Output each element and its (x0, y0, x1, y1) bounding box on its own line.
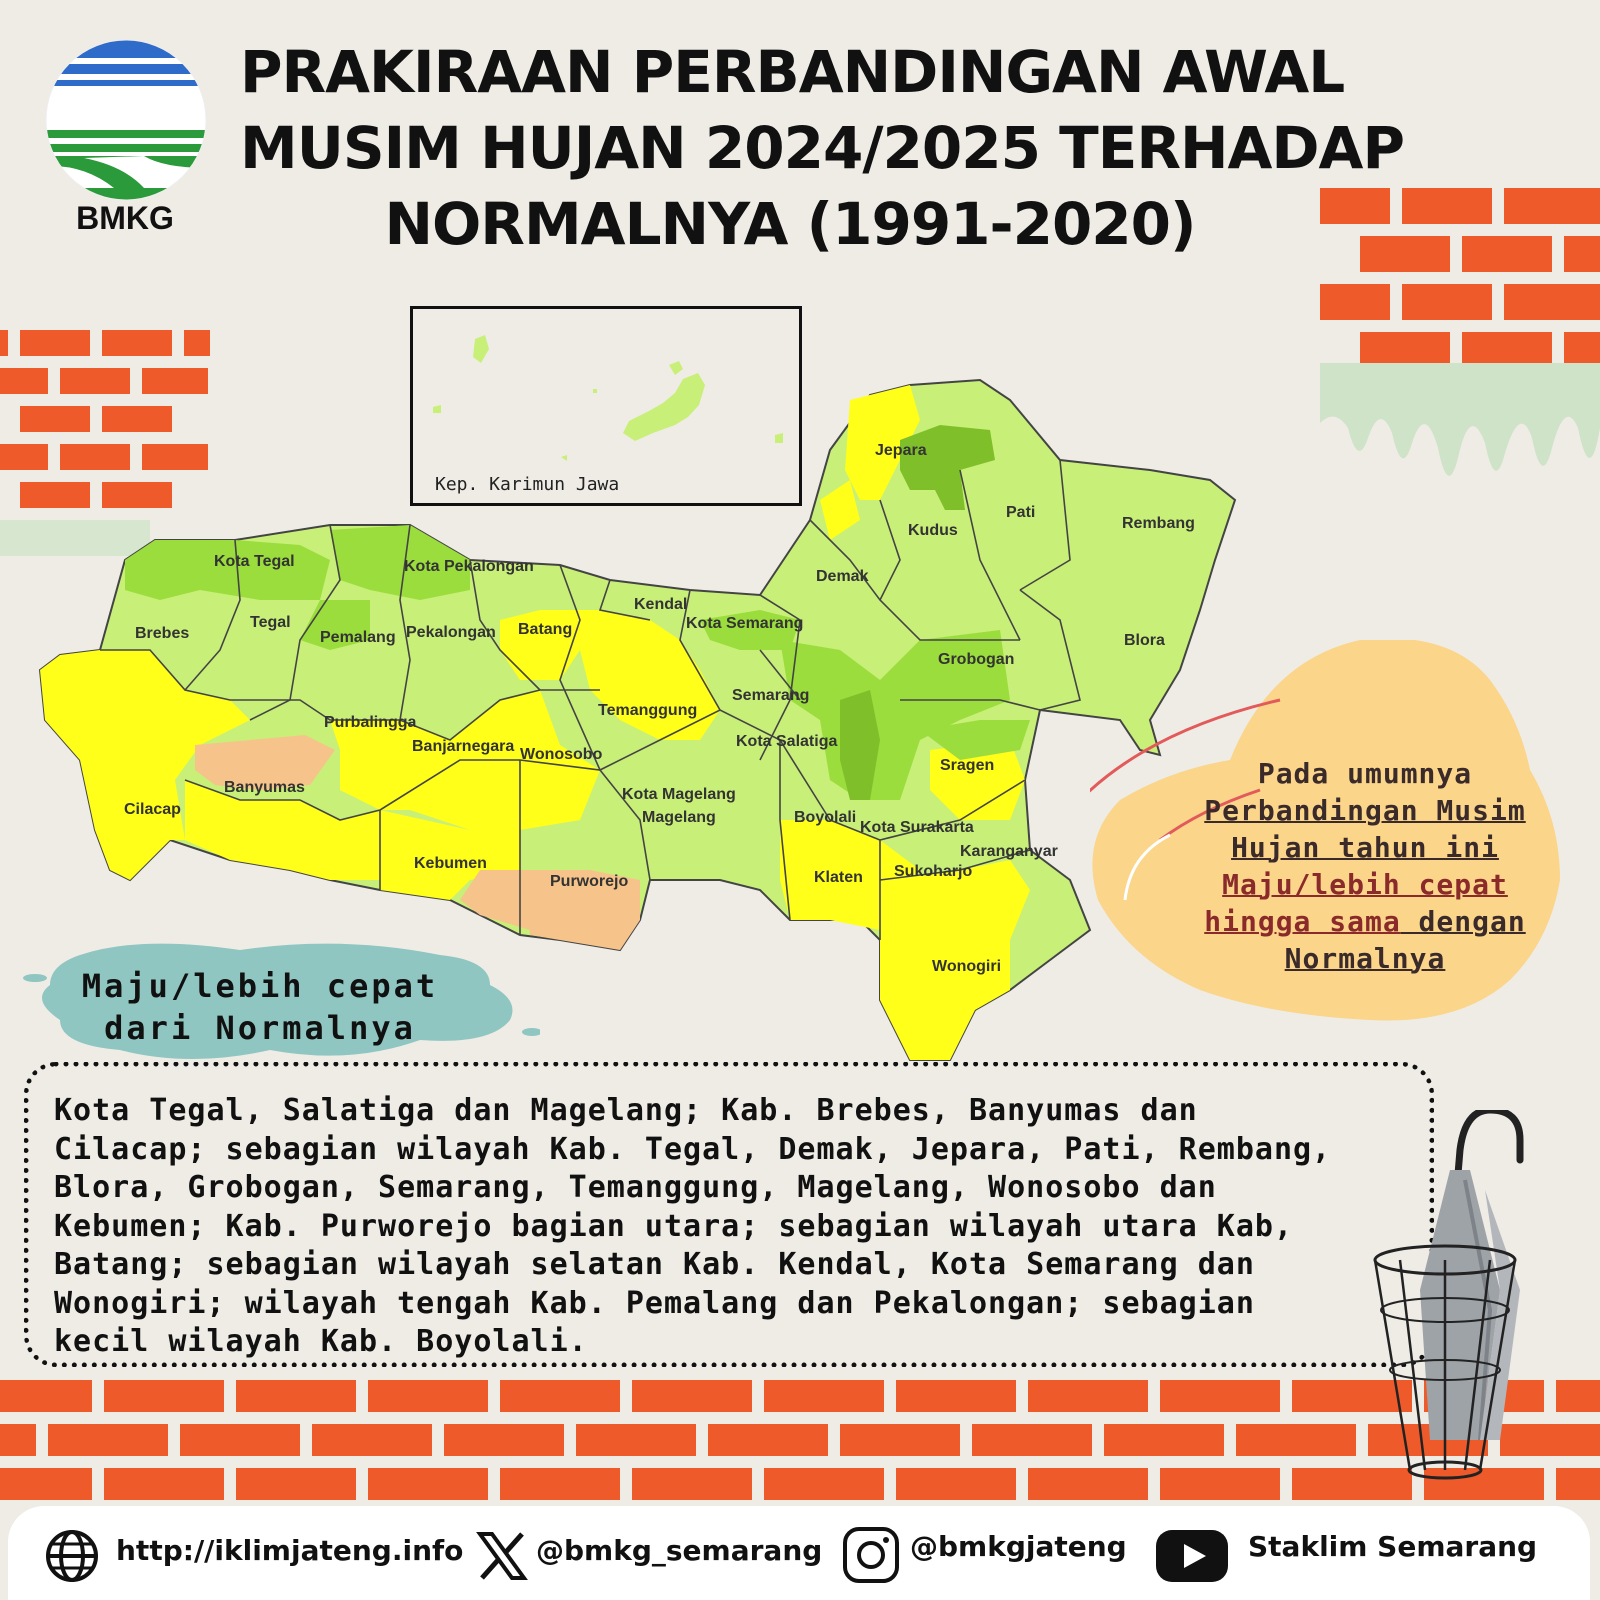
region-label-kebumen: Kebumen (414, 855, 487, 872)
note-summary (1170, 755, 1560, 977)
region-label-magelang: Magelang (642, 809, 716, 826)
region-label-rembang: Rembang (1122, 515, 1195, 532)
region-label-batang: Batang (518, 621, 573, 638)
instagram-icon[interactable] (842, 1526, 900, 1584)
region-label-sragen: Sragen (940, 757, 995, 774)
title-line-3: NORMALNYA (1991-2020) (384, 190, 1196, 258)
footer-instagram-handle[interactable]: @bmkgjateng (910, 1530, 1127, 1563)
region-label-pemalang: Pemalang (320, 629, 396, 646)
region-label-boyolali: Boyolali (794, 809, 857, 826)
youtube-icon[interactable] (1154, 1528, 1230, 1584)
region-label-blora: Blora (1124, 632, 1165, 649)
region-label-brebes: Brebes (135, 625, 190, 642)
region-label-kota-semarang: Kota Semarang (686, 615, 804, 632)
globe-icon (44, 1528, 100, 1584)
region-label-kota-tegal: Kota Tegal (214, 553, 295, 570)
description-line: Cilacap; sebagian wilayah Kab. Tegal, Demak, Jepara, Pati, Rembang, (54, 1131, 1332, 1167)
umbrella-basket-illustration (1370, 1110, 1550, 1490)
region-label-semarang: Semarang (732, 687, 810, 704)
description-line: kecil wilayah Kab. Boyolali. (54, 1324, 588, 1359)
note-line-4: Maju/lebih cepat (1222, 868, 1508, 901)
legend-line-1: Maju/lebih cepat (81, 967, 439, 1005)
description-line: Kota Tegal, Salatiga dan Magelang; Kab. Brebes, Banyumas dan (54, 1093, 1198, 1128)
region-label-banyumas: Banyumas (224, 779, 305, 796)
region-label-temanggung: Temanggung (598, 702, 698, 719)
region-label-pati: Pati (1006, 504, 1036, 521)
footer-website-link[interactable]: http://iklimjateng.info (116, 1534, 464, 1567)
description-line: Kebumen; Kab. Purworejo bagian utara; sebagian wilayah utara Kab, (54, 1208, 1293, 1244)
region-label-purbalingga: Purbalingga (324, 714, 417, 731)
description-text (54, 1092, 1424, 1362)
note-line-5b: dengan (1400, 905, 1526, 938)
note-line-3: Hujan tahun ini (1231, 831, 1499, 864)
note-line-5a: hingga sama (1204, 905, 1401, 938)
description-line: Batang; sebagian wilayah selatan Kab. Kendal, Kota Semarang dan (54, 1247, 1255, 1282)
legend-line-2: dari Normalnya (104, 1009, 416, 1047)
region-label-wonosobo: Wonosobo (520, 746, 603, 763)
legend-earlier (60, 965, 460, 1049)
description-line: Blora, Grobogan, Semarang, Temanggung, Magelang, Wonosobo dan (54, 1170, 1217, 1205)
region-label-tegal: Tegal (250, 614, 291, 631)
region-label-purworejo: Purworejo (550, 873, 629, 890)
region-label-banjarnegara: Banjarnegara (412, 738, 515, 755)
inset-label: Kep. Karimun Jawa (435, 474, 620, 495)
region-label-kendal: Kendal (634, 596, 688, 613)
region-label-pekalongan: Pekalongan (406, 624, 496, 641)
region-label-kota-magelang: Kota Magelang (622, 786, 736, 803)
description-line: Wonogiri; wilayah tengah Kab. Pemalang dan Pekalongan; sebagian (54, 1285, 1255, 1321)
note-line-6: Normalnya (1284, 942, 1446, 975)
region-label-kota-pekalongan: Kota Pekalongan (404, 558, 534, 575)
footer-youtube-channel[interactable]: Staklim Semarang (1248, 1530, 1538, 1563)
footer-x-handle[interactable]: @bmkg_semarang (536, 1534, 823, 1567)
region-label-kota-salatiga: Kota Salatiga (736, 733, 838, 750)
region-label-kudus: Kudus (908, 522, 958, 539)
region-label-grobogan: Grobogan (938, 651, 1015, 668)
region-label-klaten: Klaten (814, 869, 863, 886)
region-label-kota-surakarta: Kota Surakarta (860, 819, 974, 836)
bmkg-logo-text: BMKG (76, 200, 174, 236)
brick-wall-bottom (0, 1380, 1600, 1510)
region-label-cilacap: Cilacap (124, 801, 181, 818)
region-label-karanganyar: Karanganyar (960, 843, 1058, 860)
x-icon[interactable] (476, 1530, 528, 1582)
note-line-1: Pada umumnya (1257, 757, 1473, 790)
note-line-2: Perbandingan Musim (1204, 794, 1526, 827)
title-line-2: MUSIM HUJAN 2024/2025 TERHADAP (240, 114, 1404, 182)
region-label-wonogiri: Wonogiri (932, 958, 1002, 975)
region-label-jepara: Jepara (875, 442, 927, 459)
title-line-1: PRAKIRAAN PERBANDINGAN AWAL (240, 38, 1345, 106)
region-label-demak: Demak (816, 568, 869, 585)
region-label-sukoharjo: Sukoharjo (894, 863, 973, 880)
